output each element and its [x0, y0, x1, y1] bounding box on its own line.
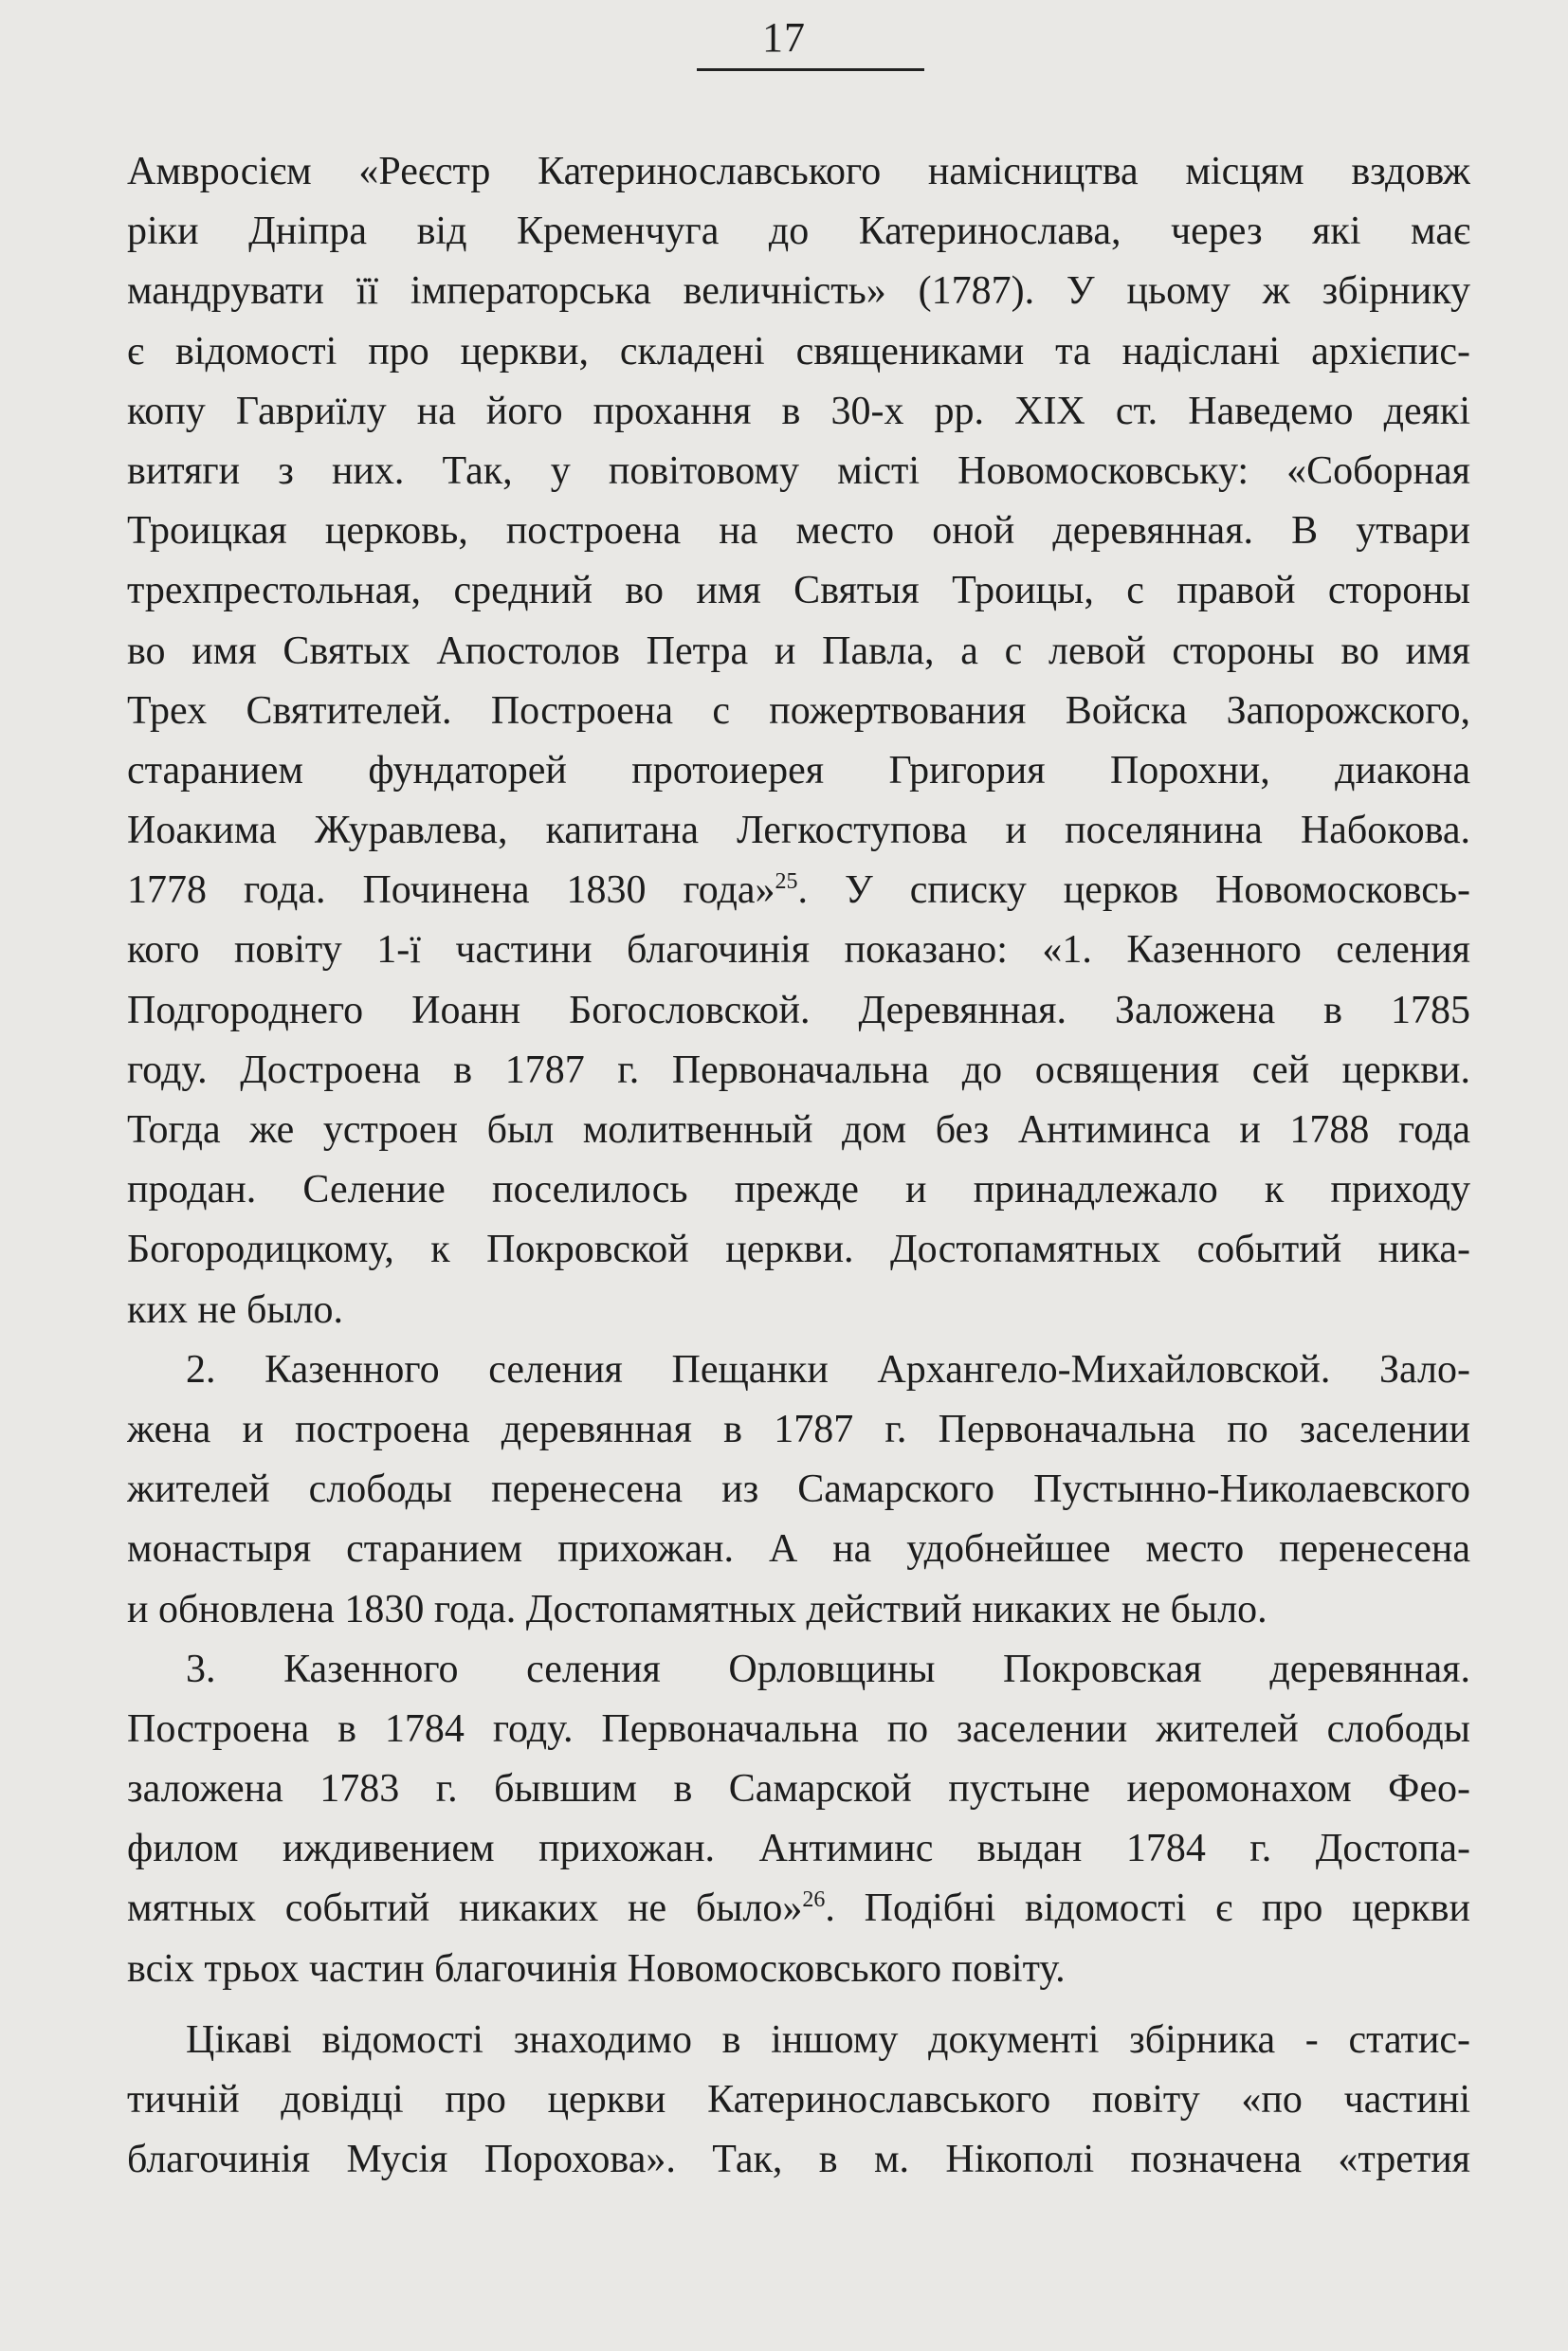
- paragraph-gap: [127, 1999, 1470, 2011]
- text-line-continuation: . У списку церков Новомосковсь-: [797, 868, 1470, 913]
- text-line-content: филом иждивением прихожан. Антиминс выдан 1784 г. Достопа-: [127, 1827, 1470, 1871]
- text-line: [127, 1340, 1470, 1400]
- body-text: [127, 142, 1470, 2190]
- header-rule: [697, 68, 924, 71]
- text-line-content: старанием фундаторей протоиерея Григория Порохни, диакона: [127, 748, 1470, 793]
- text-line: [127, 1879, 1470, 1939]
- text-line: [127, 1580, 1470, 1640]
- text-line-content: Трех Святителей. Построена с пожертвования Войска Запорожского,: [127, 688, 1470, 733]
- text-line: [127, 442, 1470, 501]
- text-line-content: Иоакима Журавлева, капитана Легкоступова и поселянина Набокова.: [127, 809, 1470, 853]
- text-line: [127, 682, 1470, 741]
- text-line-content: благочинія Мусія Порохова». Так, в м. Нікополі позначена «третия: [127, 2138, 1470, 2182]
- text-line: [127, 501, 1470, 561]
- text-line: [127, 1101, 1470, 1160]
- text-line-continuation: . Подібні відомості є про церкви: [825, 1886, 1470, 1931]
- text-line-content: жителей слободы перенесена из Самарского Пустынно-Николаевского: [127, 1467, 1470, 1512]
- text-line-content: заложена 1783 г. бывшим в Самарской пустыне иеромонахом Фео-: [127, 1767, 1470, 1812]
- text-line-content: всіх трьох частин благочинія Новомосковського повіту.: [127, 1946, 1066, 1991]
- text-line: [127, 920, 1470, 980]
- text-line-content: и обновлена 1830 года. Достопамятных действий никаких не было.: [127, 1587, 1267, 1631]
- text-line: [127, 561, 1470, 621]
- text-line-content: 2. Казенного селения Пещанки Архангело-Михайловской. Зало-: [186, 1347, 1470, 1392]
- text-line: [127, 322, 1470, 382]
- text-line-content: Амвросієм «Реєстр Катеринославського намісництва місцям вздовж: [127, 150, 1470, 193]
- text-line: [127, 382, 1470, 442]
- text-line: [127, 801, 1470, 861]
- text-line-content: жена и построена деревянная в 1787 г. Первоначальна по заселении: [127, 1407, 1470, 1451]
- text-line-content: Цікаві відомості знаходимо в іншому документі збірника - статис-: [186, 2017, 1470, 2062]
- footnote-ref: 26: [802, 1887, 826, 1913]
- text-line-content: Тогда же устроен был молитвенный дом без Антиминса и 1788 года: [127, 1108, 1470, 1152]
- text-line-content: Подгороднего Иоанн Богословской. Деревянная. Заложена в 1785: [127, 988, 1470, 1032]
- text-line: [127, 1041, 1470, 1101]
- text-line-content: 1778 года. Починена 1830 года»: [127, 868, 775, 913]
- text-line-content: 3. Казенного селения Орловщины Покровская деревянная.: [186, 1647, 1470, 1691]
- text-line: [127, 1460, 1470, 1520]
- text-line-content: во имя Святых Апостолов Петра и Павла, а с левой стороны во имя: [127, 629, 1470, 673]
- text-line-content: тичній довідці про церкви Катеринославського повіту «по частині: [127, 2078, 1470, 2122]
- text-line: [127, 2011, 1470, 2070]
- text-line-content: монастыря старанием прихожан. А на удобнейшее место перенесена: [127, 1527, 1470, 1572]
- text-line-content: Построена в 1784 году. Первоначальна по заселении жителей слободы: [127, 1706, 1470, 1751]
- text-line: [127, 861, 1470, 920]
- text-line: [127, 1640, 1470, 1700]
- text-line-content: ріки Дніпра від Кременчуга до Катеринослава, через які має: [127, 210, 1470, 254]
- text-line: [127, 1940, 1470, 1999]
- text-line: [127, 622, 1470, 682]
- text-line-content: Троицкая церковь, построена на место оной деревянная. В утвари: [127, 509, 1470, 554]
- text-line-content: мятных событий никаких не было»: [127, 1886, 803, 1931]
- text-line-content: году. Достроена в 1787 г. Первоначальна до освящения сей церкви.: [127, 1048, 1470, 1092]
- text-line: [127, 1819, 1470, 1879]
- text-line-content: продан. Селение поселилось прежде и принадлежало к приходу: [127, 1168, 1470, 1212]
- text-line: [127, 262, 1470, 321]
- text-line: [127, 202, 1470, 262]
- text-line: [127, 1160, 1470, 1220]
- text-line: [127, 741, 1470, 801]
- text-line: [127, 2130, 1470, 2190]
- text-line-content: є відомості про церкви, складені священиками та надіслані архієпис-: [127, 329, 1470, 374]
- text-line-content: витяги з них. Так, у повітовому місті Новомосковську: «Соборная: [127, 448, 1470, 493]
- text-line: [127, 1220, 1470, 1280]
- text-line: [127, 1520, 1470, 1579]
- footnote-ref: 25: [775, 869, 798, 895]
- text-line: [127, 142, 1470, 202]
- text-line-content: мандрувати її імператорська величність» (1787). У цьому ж збірнику: [127, 269, 1470, 314]
- page-number: 17: [762, 14, 806, 61]
- text-line: [127, 2070, 1470, 2130]
- text-line-content: Богородицкому, к Покровской церкви. Достопамятных событий ника-: [127, 1228, 1470, 1272]
- text-line-content: копу Гавриїлу на його прохання в 30-х рр. XIX ст. Наведемо деякі: [127, 389, 1470, 433]
- text-line: [127, 1281, 1470, 1340]
- text-line-content: трехпрестольная, средний во имя Святыя Троицы, с правой стороны: [127, 569, 1470, 613]
- text-line: [127, 981, 1470, 1041]
- text-line-content: ких не было.: [127, 1287, 344, 1332]
- text-line: [127, 1759, 1470, 1819]
- text-line: [127, 1400, 1470, 1460]
- text-line: [127, 1700, 1470, 1759]
- text-line-content: кого повіту 1-ї частини благочинія показано: «1. Казенного селения: [127, 928, 1470, 973]
